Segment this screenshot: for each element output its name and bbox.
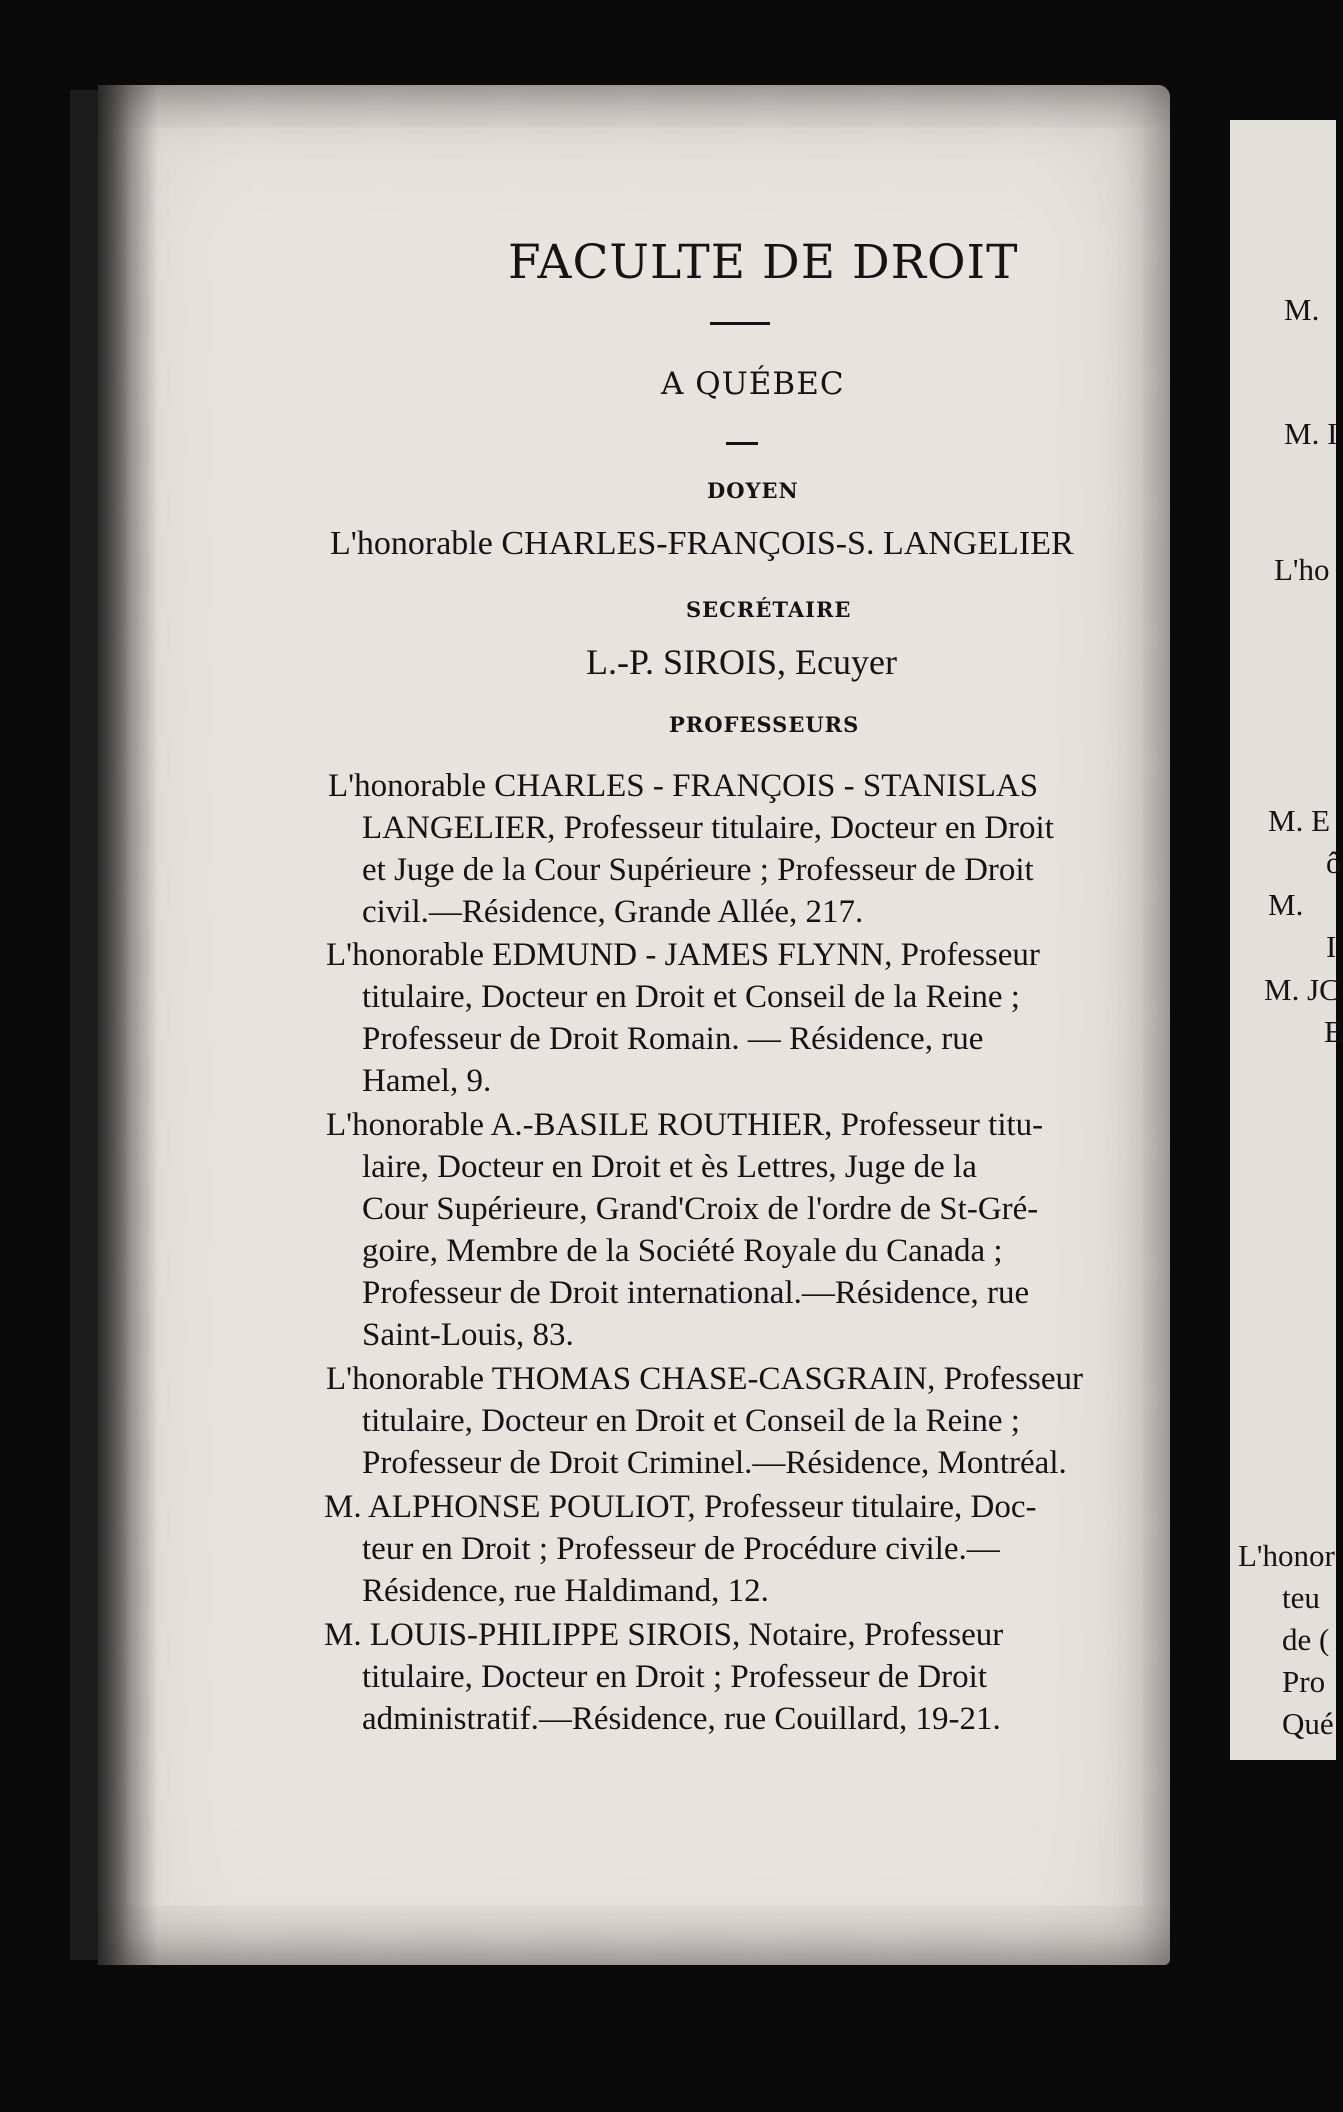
right-fragment-2: M. I bbox=[1284, 416, 1338, 451]
right-fragment-12: de ( bbox=[1282, 1622, 1330, 1657]
entry-4-line-2: titulaire, Docteur en Droit et Conseil de la Reine ; bbox=[362, 1403, 1020, 1439]
right-fragment-7: I bbox=[1326, 929, 1337, 964]
entry-2-line-4: Hamel, 9. bbox=[362, 1063, 492, 1099]
entry-1-line-4: civil.—Résidence, Grande Allée, 217. bbox=[362, 894, 864, 930]
right-fragment-1: M. bbox=[1284, 292, 1320, 327]
right-page-edge bbox=[1230, 120, 1343, 1760]
right-fragment-6: M. bbox=[1268, 887, 1304, 922]
entry-2-line-2: titulaire, Docteur en Droit et Conseil de la Reine ; bbox=[362, 979, 1020, 1015]
right-fragment-14: Qué bbox=[1282, 1706, 1334, 1741]
secretaire-heading: SECRÉTAIRE bbox=[686, 597, 852, 622]
left-page bbox=[98, 85, 1170, 1965]
entry-3-line-3: Cour Supérieure, Grand'Croix de l'ordre de St-Gré- bbox=[362, 1191, 1039, 1227]
right-fragment-9: E bbox=[1324, 1014, 1343, 1049]
doyen-heading: DOYEN bbox=[707, 478, 799, 503]
entry-2-line-3: Professeur de Droit Romain. — Résidence, rue bbox=[362, 1021, 984, 1057]
entry-3-line-5: Professeur de Droit international.—Résidence, rue bbox=[362, 1275, 1030, 1311]
entry-4-line-3: Professeur de Droit Criminel.—Résidence, Montréal. bbox=[362, 1445, 1067, 1481]
subtitle-rule bbox=[726, 442, 758, 445]
entry-1-line-2: LANGELIER, Professeur titulaire, Docteur en Droit bbox=[362, 810, 1054, 846]
entry-1-line-1: L'honorable CHARLES - FRANÇOIS - STANISLAS bbox=[328, 768, 1039, 804]
professeurs-heading: PROFESSEURS bbox=[669, 712, 860, 737]
right-fragment-5: ô bbox=[1326, 845, 1342, 880]
book-spine-shadow bbox=[70, 90, 100, 1960]
entry-5-line-1: M. ALPHONSE POULIOT, Professeur titulaire, Doc- bbox=[324, 1489, 1037, 1525]
page-gutter-shadow bbox=[98, 85, 158, 1965]
doyen-name: L'honorable CHARLES-FRANÇOIS-S. LANGELIER bbox=[330, 525, 1074, 562]
entry-4-line-1: L'honorable THOMAS CHASE-CASGRAIN, Professeur bbox=[326, 1361, 1083, 1397]
entry-3-line-4: goire, Membre de la Société Royale du Canada ; bbox=[362, 1233, 1003, 1269]
entry-6-line-2: titulaire, Docteur en Droit ; Professeur de Droit bbox=[362, 1659, 987, 1695]
entry-6-line-1: M. LOUIS-PHILIPPE SIROIS, Notaire, Professeur bbox=[324, 1617, 1004, 1653]
entry-1-line-3: et Juge de la Cour Supérieure ; Professeur de Droit bbox=[362, 852, 1034, 888]
page-title: FACULTE DE DROIT bbox=[508, 235, 1019, 290]
entry-5-line-2: teur en Droit ; Professeur de Procédure civile.— bbox=[362, 1531, 1000, 1567]
page-subtitle: A QUÉBEC bbox=[661, 366, 845, 402]
entry-3-line-1: L'honorable A.-BASILE ROUTHIER, Professeur titu- bbox=[326, 1107, 1044, 1143]
right-fragment-8: M. JC bbox=[1264, 972, 1340, 1007]
entry-5-line-3: Résidence, rue Haldimand, 12. bbox=[362, 1573, 769, 1609]
right-fragment-10: L'honor bbox=[1238, 1538, 1335, 1573]
title-rule bbox=[710, 322, 770, 325]
entry-3-line-2: laire, Docteur en Droit et ès Lettres, Juge de la bbox=[362, 1149, 977, 1185]
secretaire-name: L.-P. SIROIS, Ecuyer bbox=[586, 642, 897, 682]
right-fragment-4: M. E bbox=[1268, 803, 1330, 838]
entry-6-line-3: administratif.—Résidence, rue Couillard, 19-21. bbox=[362, 1701, 1001, 1737]
right-fragment-13: Pro bbox=[1282, 1664, 1326, 1699]
right-fragment-11: teu bbox=[1282, 1580, 1320, 1615]
entry-2-line-1: L'honorable EDMUND - JAMES FLYNN, Professeur bbox=[326, 937, 1040, 973]
right-fragment-3: L'ho bbox=[1274, 552, 1330, 587]
entry-3-line-6: Saint-Louis, 83. bbox=[362, 1317, 574, 1353]
